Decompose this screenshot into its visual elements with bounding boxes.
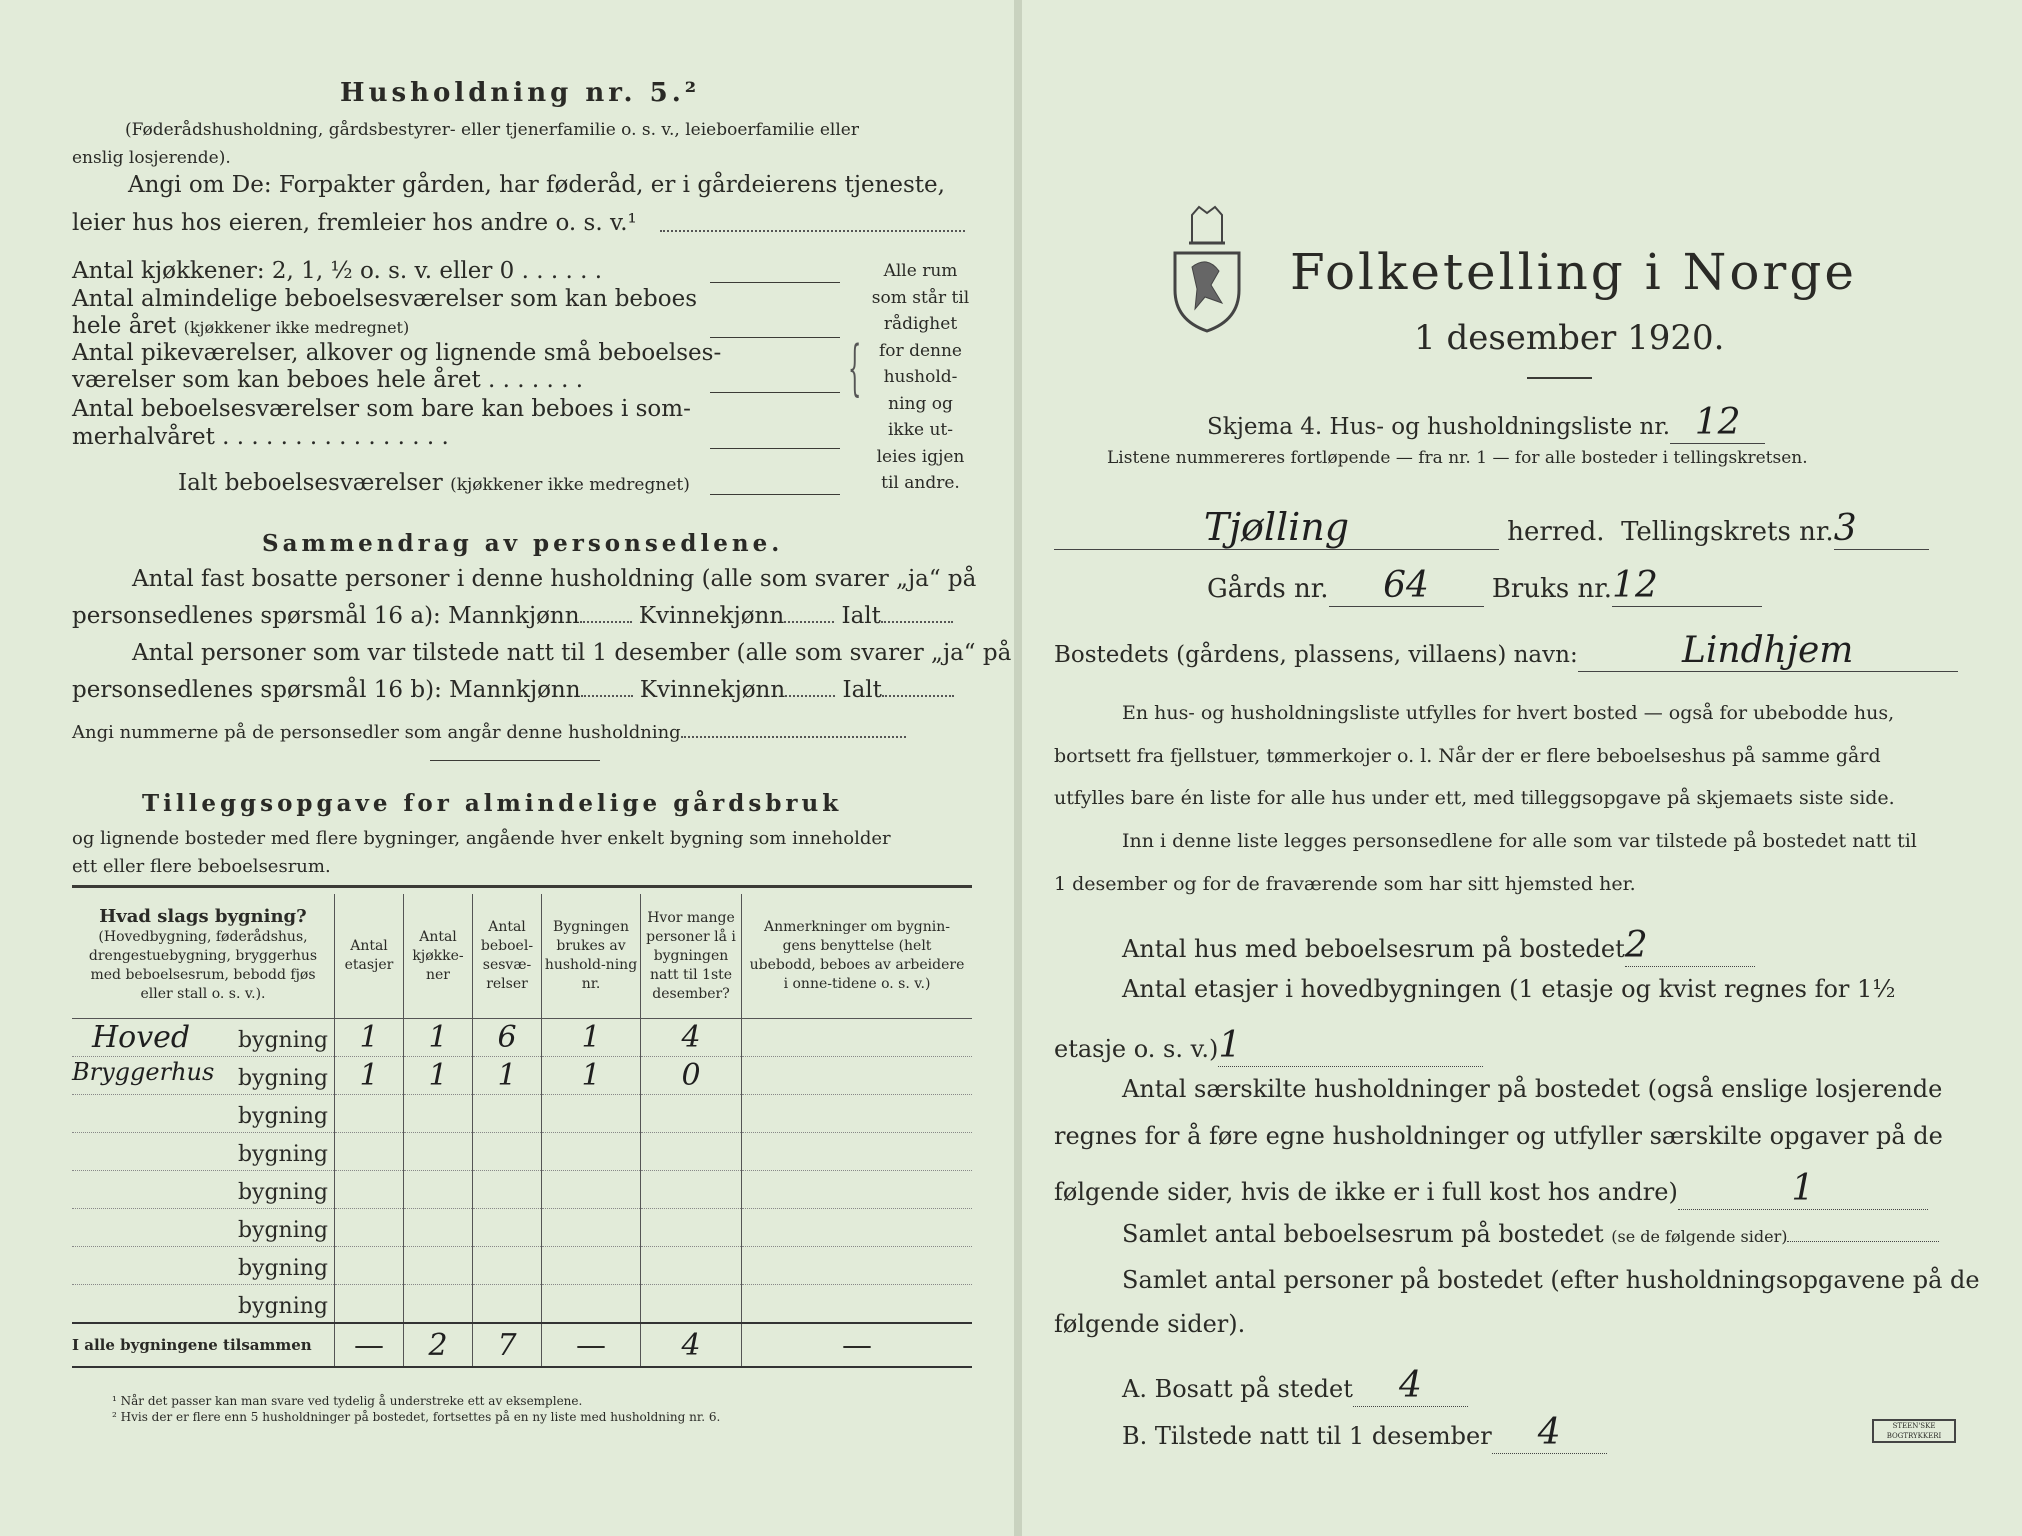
q-sommer-2: merhalvåret . . . . . . . . . . . . . . . .	[72, 424, 449, 450]
footnote-2: ² Hvis der er flere enn 5 husholdninger på bostedet, fortsettes på en ny liste med husholdning nr. 6.	[112, 1410, 721, 1424]
table-top-rule	[72, 885, 972, 888]
herred-line: Tjølling herred. Tellingskrets nr.3	[1054, 505, 1929, 550]
tilstede-line: B. Tilstede natt til 1 desember 4	[1122, 1412, 1607, 1454]
col-personer-header: Hvor mange personer lå i bygningen natt til 1ste desember?	[641, 894, 742, 1019]
instruction-2: bortsett fra fjellstuer, tømmerkojer o. l. Når der er flere beboelseshus på samme gård	[1054, 745, 1881, 767]
table-row: bygning	[72, 1285, 972, 1324]
col-anm-header: Anmerkninger om bygnin-gens benyttelse (helt ubebodd, beboes av arbeidere i onne-tidene o. s. v.)	[742, 894, 973, 1019]
angi-line-1: Angi om De: Forpakter gården, har føderåd, er i gårdeierens tjeneste,	[128, 172, 945, 198]
table-row: bygning	[72, 1209, 972, 1247]
angi-nummerne: Angi nummerne på de personsedler som angår denne husholdning	[72, 722, 906, 743]
summary-1a: Antal fast bosatte personer i denne husholdning (alle som svarer „ja“ på	[132, 566, 977, 592]
page-fold	[1014, 0, 1022, 1536]
table-row: bygning	[72, 1133, 972, 1171]
bosatt-line: A. Bosatt på stedet 4	[1122, 1365, 1468, 1407]
answer-line-kjokkener	[710, 282, 840, 283]
skjema-line: Skjema 4. Hus- og husholdningsliste nr. 12	[1207, 402, 1765, 444]
answer-line-pike	[710, 392, 840, 393]
household-title: Husholdning nr. 5.²	[340, 78, 701, 108]
hus-line: Antal hus med beboelsesrum på bostedet2	[1122, 925, 1755, 967]
col-brukes-header: Bygningen brukes av hushold-ning nr.	[542, 894, 641, 1019]
angi-line-2: leier hus hos eieren, fremleier hos andre o. s. v.¹	[72, 210, 637, 236]
tillegg-text-1: og lignende bosteder med flere bygninger, angående hver enkelt bygning som inneholder	[72, 828, 891, 849]
instruction-5: 1 desember og for de fraværende som har sitt hjemsted her.	[1054, 873, 1636, 895]
table-header-row	[72, 894, 972, 1019]
q-almindelige-2: hele året (kjøkkener ikke medregnet)	[72, 313, 410, 339]
tillegg-text-2: ett eller flere beboelsesrum.	[72, 856, 331, 877]
col-type-header: Hvad slags bygning? (Hovedbygning, føderådshus, drengestuebygning, bryggerhus med beboelsesrum, bebodd fjøs eller stall o. s. v.).	[72, 894, 335, 1019]
census-date: 1 desember 1920.	[1414, 318, 1725, 358]
etasjer-line-2: etasje o. s. v.)1	[1054, 1025, 1483, 1067]
household-subtitle-2: enslig losjerende).	[72, 148, 231, 168]
tillegg-title: Tilleggsopgave for almindelige gårdsbruk	[142, 790, 843, 817]
side-note: Alle rum som står til rådighet for denne hushold- ning og ikke ut- leies igjen til andre.	[871, 261, 970, 493]
q-pikevaerelser-2: værelser som kan beboes hele året . . . . . . .	[72, 367, 584, 393]
gards-line: Gårds nr. 64 Bruks nr.12	[1207, 565, 1762, 607]
answer-line-almindelige	[710, 337, 840, 338]
right-page	[1022, 0, 2022, 1536]
census-title: Folketelling i Norge	[1290, 243, 1857, 301]
answer-line-sommer	[710, 448, 840, 449]
samlet-personer-line-1: Samlet antal personer på bostedet (efter husholdningsopgavene på de	[1122, 1266, 1980, 1294]
col-etasjer-header: Antal etasjer	[335, 894, 404, 1019]
building-table	[72, 894, 972, 1368]
col-rum-header: Antal beboel-sesvæ-relser	[473, 894, 542, 1019]
samlet-rum-line: Samlet antal beboelsesrum på bostedet (se de følgende sider)	[1122, 1220, 1939, 1248]
summary-2b: personsedlenes spørsmål 16 b): Mannkjønn Kvinnekjønn Ialt	[72, 677, 954, 703]
instruction-4: Inn i denne liste legges personsedlene for alle som var tilstede på bostedet natt til	[1122, 830, 1917, 852]
table-row: Hoved bygning 1 1 6 1 4	[72, 1019, 972, 1057]
q-kjokkener: Antal kjøkkener: 2, 1, ½ o. s. v. eller 0 . . . . . .	[72, 258, 603, 284]
bostedet-line: Bostedets (gårdens, plassens, villaens) navn: Lindhjem	[1054, 630, 1958, 672]
summary-2a: Antal personer som var tilstede natt til 1 desember (alle som svarer „ja“ på	[132, 640, 1012, 666]
norway-coat-of-arms-icon	[1167, 205, 1247, 335]
samlet-personer-line-2: følgende sider).	[1054, 1310, 1246, 1338]
instruction-3: utfylles bare én liste for alle hus under ett, med tilleggsopgave på skjemaets siste side.	[1054, 787, 1895, 809]
col-kjokkener-header: Antal kjøkke-ner	[404, 894, 473, 1019]
summary-title: Sammendrag av personsedlene.	[262, 530, 784, 557]
table-row: bygning	[72, 1171, 972, 1209]
sarskilte-line-1: Antal særskilte husholdninger på bostedet (også enslige losjerende	[1122, 1075, 1943, 1103]
instruction-1: En hus- og husholdningsliste utfylles for hvert bosted — også for ubebodde hus,	[1122, 702, 1895, 724]
printer-stamp: STEEN'SKE BOGTRYKKERI	[1872, 1419, 1956, 1443]
brace: {	[848, 333, 862, 403]
table-row: Bryggerhus bygning 1 1 1 1 0	[72, 1057, 972, 1095]
sarskilte-line-2: regnes for å føre egne husholdninger og utfyller særskilte opgaver på de	[1054, 1122, 1943, 1150]
q-ialt: Ialt beboelsesværelser (kjøkkener ikke medregnet)	[178, 470, 690, 496]
listene-note: Listene nummereres fortløpende — fra nr. 1 — for alle bosteder i tellingskretsen.	[1107, 448, 1808, 468]
q-sommer-1: Antal beboelsesværelser som bare kan beboes i som-	[72, 396, 691, 422]
table-total-row: I alle bygningene tilsammen — 2 7 — 4 —	[72, 1323, 972, 1367]
footnote-1: ¹ Når det passer kan man svare ved tydelig å understreke ett av eksemplene.	[112, 1394, 583, 1408]
q-pikevaerelser-1: Antal pikeværelser, alkover og lignende små beboelses-	[72, 340, 722, 366]
sarskilte-line-3: følgende sider, hvis de ikke er i full kost hos andre) 1	[1054, 1168, 1928, 1210]
household-subtitle: (Føderådshusholdning, gårdsbestyrer- eller tjenerfamilie o. s. v., leieboerfamilie eller	[125, 120, 859, 140]
angi-answer-line	[660, 230, 965, 232]
answer-line-ialt	[710, 494, 840, 495]
table-row: bygning	[72, 1095, 972, 1133]
title-divider	[1527, 377, 1592, 379]
q-almindelige-1: Antal almindelige beboelsesværelser som kan beboes	[72, 286, 698, 312]
etasjer-line-1: Antal etasjer i hovedbygningen (1 etasje og kvist regnes for 1½	[1122, 975, 1896, 1003]
summary-1b: personsedlenes spørsmål 16 a): Mannkjønn Kvinnekjønn Ialt	[72, 603, 953, 629]
section-divider	[430, 760, 600, 761]
table-row: bygning	[72, 1247, 972, 1285]
